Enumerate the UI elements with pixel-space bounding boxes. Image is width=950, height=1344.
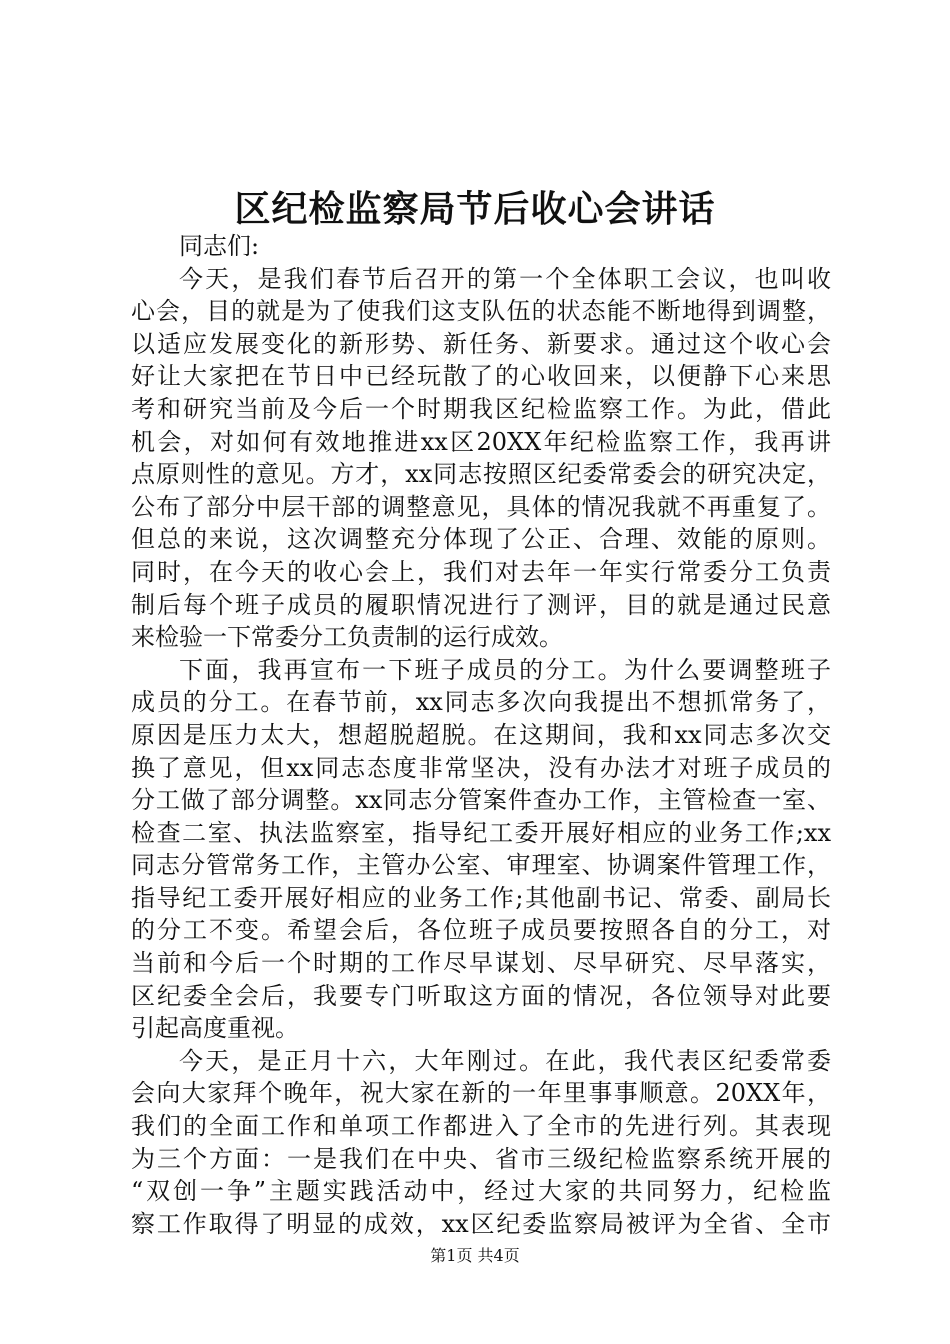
- text-line: 同时，在今天的收心会上，我们对去年一年实行常委分工负责: [131, 557, 831, 586]
- text-line: 来检验一下常委分工负责制的运行成效。: [131, 623, 563, 652]
- text-line: 考和研究当前及今后一个时期我区纪检监察工作。为此，借此: [131, 394, 831, 423]
- page-number: 第1页 共4页: [430, 1246, 520, 1265]
- text-line: 同志分管常务工作，主管办公室、审理室、协调案件管理工作，: [131, 851, 831, 880]
- text-line: 区纪委全会后，我要专门听取这方面的情况，各位领导对此要: [131, 981, 831, 1010]
- greeting: 同志们:: [179, 232, 260, 260]
- paragraph-3: [131, 1045, 831, 1241]
- text-line: 察工作取得了明显的成效，xx区纪委监察局被评为全省、全市: [131, 1209, 831, 1238]
- text-line: 制后每个班子成员的履职情况进行了测评，目的就是通过民意: [131, 590, 831, 619]
- text-line: 当前和今后一个时期的工作尽早谋划、尽早研究、尽早落实，: [131, 949, 831, 978]
- page-title: 区纪检监察局节后收心会讲话: [234, 188, 716, 230]
- text-line: 但总的来说，这次调整充分体现了公正、合理、效能的原则。: [131, 525, 831, 554]
- document-body: [131, 230, 831, 1240]
- text-line: 换了意见，但xx同志态度非常坚决，没有办法才对班子成员的: [131, 753, 831, 782]
- text-line: 的分工不变。希望会后，各位班子成员要按照各自的分工，对: [131, 916, 831, 945]
- text-line: 我们的全面工作和单项工作都进入了全市的先进行列。其表现: [131, 1112, 831, 1141]
- text-line: 原因是压力太大，想超脱超脱。在这期间，我和xx同志多次交: [131, 720, 831, 749]
- text-line: 分工做了部分调整。xx同志分管案件查办工作，主管检查一室、: [131, 786, 831, 815]
- paragraph-1: [131, 263, 831, 654]
- text-line: 引起高度重视。: [131, 1014, 299, 1043]
- text-line: 点原则性的意见。方才，xx同志按照区纪委常委会的研究决定，: [131, 460, 831, 489]
- text-line: 成员的分工。在春节前，xx同志多次向我提出不想抓常务了，: [131, 688, 831, 717]
- text-line: 以适应发展变化的新形势、新任务、新要求。通过这个收心会: [131, 329, 831, 358]
- text-line: 机会，对如何有效地推进xx区20XX年纪检监察工作，我再讲: [131, 427, 831, 456]
- text-line: 今天，是我们春节后召开的第一个全体职工会议，也叫收: [179, 264, 831, 293]
- text-line: 公布了部分中层干部的调整意见，具体的情况我就不再重复了。: [131, 492, 831, 521]
- paragraph-2: [131, 654, 831, 1045]
- text-line: 心会，目的就是为了使我们这支队伍的状态能不断地得到调整，: [131, 297, 831, 326]
- text-line: 好让大家把在节日中已经玩散了的心收回来，以便静下心来思: [131, 362, 831, 391]
- text-line: 检查二室、执法监察室，指导纪工委开展好相应的业务工作;xx: [131, 818, 831, 847]
- text-line: 为三个方面：一是我们在中央、省市三级纪检监察系统开展的: [131, 1144, 831, 1173]
- text-line: 会向大家拜个晚年，祝大家在新的一年里事事顺意。20XX年，: [131, 1079, 831, 1108]
- text-line: 下面，我再宣布一下班子成员的分工。为什么要调整班子: [179, 655, 831, 684]
- text-line: 指导纪工委开展好相应的业务工作;其他副书记、常委、副局长: [131, 883, 831, 912]
- text-line: “双创一争”主题实践活动中，经过大家的共同努力，纪检监: [131, 1177, 831, 1206]
- text-line: 今天，是正月十六，大年刚过。在此，我代表区纪委常委: [179, 1046, 831, 1075]
